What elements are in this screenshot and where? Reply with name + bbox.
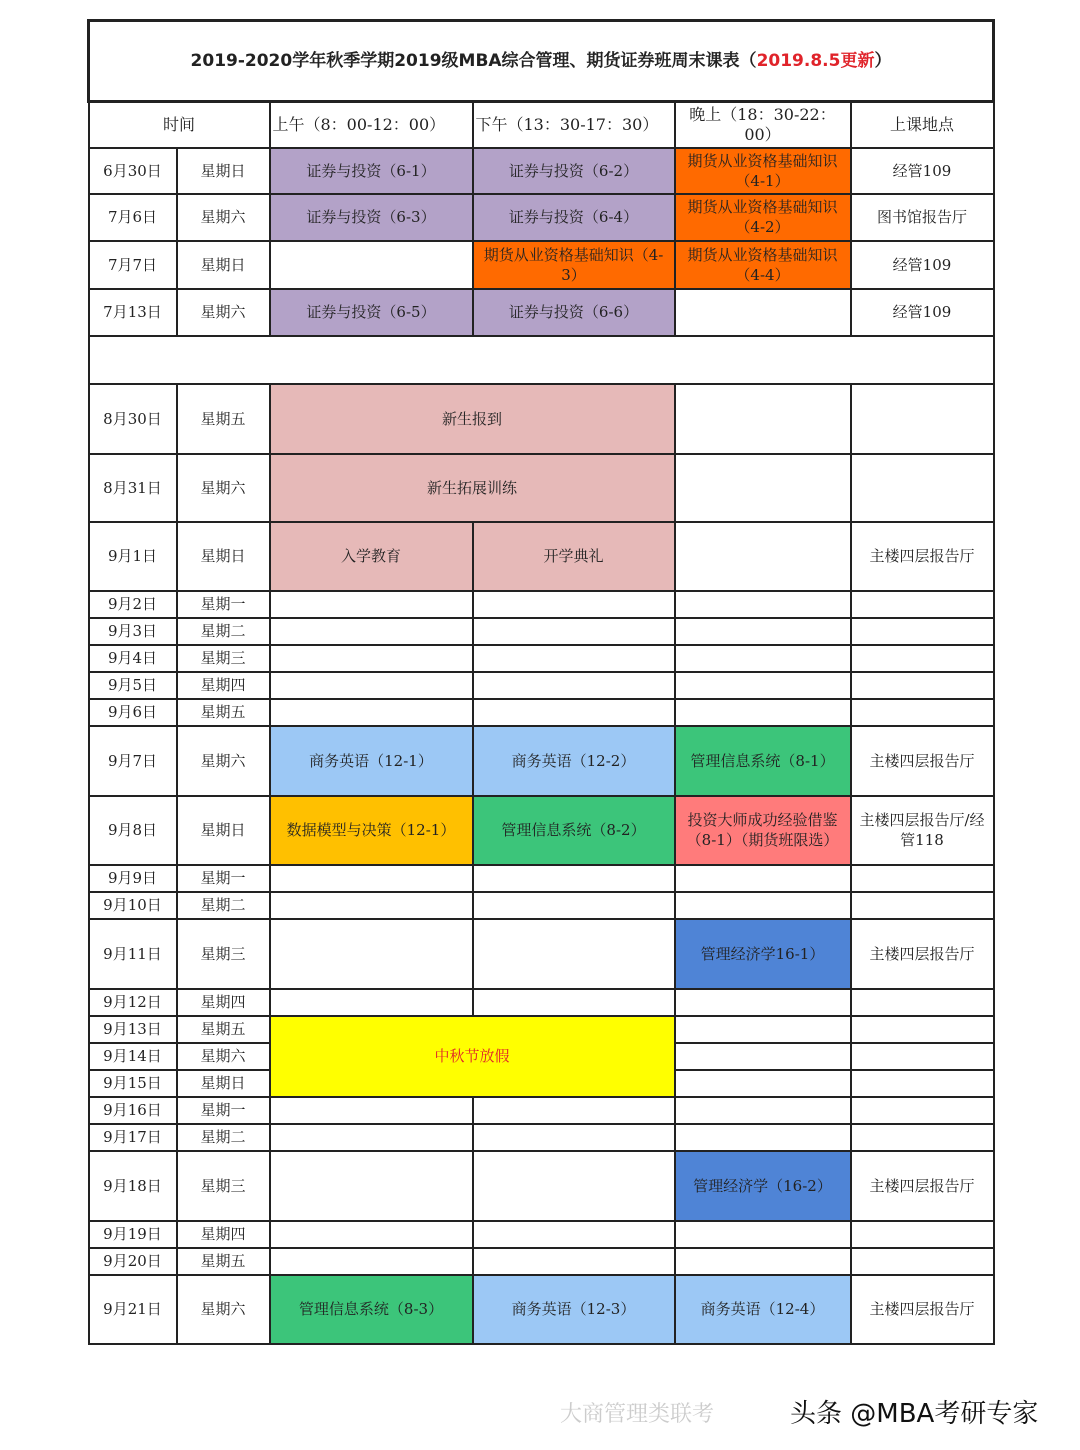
date-cell: 9月19日 xyxy=(89,1221,177,1248)
course-cell: 图书馆报告厅 xyxy=(851,194,994,241)
watermark: 头条 @MBA考研专家 xyxy=(790,1399,1039,1429)
header-evening: 晚上（18：30-22：00） xyxy=(675,102,851,148)
empty-cell xyxy=(473,1248,675,1275)
course-cell: 证券与投资（6-6） xyxy=(473,289,675,336)
empty-cell xyxy=(851,1097,994,1124)
course-cell: 商务英语（12-3） xyxy=(473,1275,675,1344)
course-cell: 期货从业资格基础知识（4-2） xyxy=(675,194,851,241)
table-row xyxy=(89,1221,994,1248)
empty-cell xyxy=(270,1151,473,1221)
weekday-cell: 星期四 xyxy=(177,989,270,1016)
empty-cell xyxy=(270,672,473,699)
table-row xyxy=(89,1275,994,1344)
date-cell: 9月12日 xyxy=(89,989,177,1016)
empty-cell xyxy=(270,1248,473,1275)
table-row xyxy=(89,591,994,618)
empty-cell xyxy=(675,1221,851,1248)
empty-cell xyxy=(270,1097,473,1124)
date-cell: 9月9日 xyxy=(89,865,177,892)
course-cell: 经管109 xyxy=(851,148,994,194)
blank-row xyxy=(89,336,994,384)
table-row xyxy=(89,522,994,591)
empty-cell xyxy=(473,1097,675,1124)
empty-cell xyxy=(270,1221,473,1248)
date-cell: 9月1日 xyxy=(89,522,177,591)
table-row xyxy=(89,796,994,865)
empty-cell xyxy=(473,1221,675,1248)
separator-cell xyxy=(89,336,994,384)
table-row xyxy=(89,672,994,699)
course-cell: 数据模型与决策（12-1） xyxy=(270,796,473,865)
table-row xyxy=(89,618,994,645)
empty-cell xyxy=(270,241,473,289)
table-row xyxy=(89,645,994,672)
weekday-cell: 星期二 xyxy=(177,618,270,645)
course-cell: 证券与投资（6-4） xyxy=(473,194,675,241)
empty-cell xyxy=(675,454,851,522)
course-cell: 入学教育 xyxy=(270,522,473,591)
course-cell: 投资大师成功经验借鉴（8-1）（期货班限选） xyxy=(675,796,851,865)
course-cell: 主楼四层报告厅 xyxy=(851,522,994,591)
weekday-cell: 星期五 xyxy=(177,1016,270,1043)
weekday-cell: 星期日 xyxy=(177,522,270,591)
weekday-cell: 星期六 xyxy=(177,289,270,336)
date-cell: 7月6日 xyxy=(89,194,177,241)
weekday-cell: 星期日 xyxy=(177,148,270,194)
weekday-cell: 星期四 xyxy=(177,1221,270,1248)
course-cell: 开学典礼 xyxy=(473,522,675,591)
table-row xyxy=(89,989,994,1016)
table-row xyxy=(89,148,994,194)
empty-cell xyxy=(473,591,675,618)
date-cell: 7月7日 xyxy=(89,241,177,289)
table-row xyxy=(89,194,994,241)
faint-watermark: 大商管理类联考 xyxy=(560,1402,715,1427)
course-cell: 主楼四层报告厅 xyxy=(851,919,994,989)
weekday-cell: 星期六 xyxy=(177,454,270,522)
empty-cell xyxy=(473,1124,675,1151)
date-cell: 9月11日 xyxy=(89,919,177,989)
empty-cell xyxy=(270,919,473,989)
weekday-cell: 星期三 xyxy=(177,919,270,989)
table-row xyxy=(89,1248,994,1275)
date-cell: 9月5日 xyxy=(89,672,177,699)
empty-cell xyxy=(675,892,851,919)
date-cell: 9月8日 xyxy=(89,796,177,865)
course-cell: 管理经济学（16-2） xyxy=(675,1151,851,1221)
course-cell: 经管109 xyxy=(851,241,994,289)
empty-cell xyxy=(270,1124,473,1151)
empty-cell xyxy=(473,672,675,699)
header-location: 上课地点 xyxy=(851,102,994,148)
course-cell: 商务英语（12-1） xyxy=(270,726,473,796)
table-row xyxy=(89,454,994,522)
weekday-cell: 星期三 xyxy=(177,1151,270,1221)
course-cell: 主楼四层报告厅 xyxy=(851,726,994,796)
table-row xyxy=(89,289,994,336)
course-cell: 证券与投资（6-2） xyxy=(473,148,675,194)
course-cell: 证券与投资（6-1） xyxy=(270,148,473,194)
empty-cell xyxy=(851,699,994,726)
empty-cell xyxy=(270,892,473,919)
date-cell: 9月21日 xyxy=(89,1275,177,1344)
weekday-cell: 星期六 xyxy=(177,1043,270,1070)
empty-cell xyxy=(851,892,994,919)
empty-cell xyxy=(270,989,473,1016)
date-cell: 9月18日 xyxy=(89,1151,177,1221)
table-row xyxy=(89,1016,994,1043)
empty-cell xyxy=(675,1043,851,1070)
date-cell: 9月13日 xyxy=(89,1016,177,1043)
empty-cell xyxy=(270,645,473,672)
table-row xyxy=(89,384,994,454)
header-row xyxy=(89,102,994,148)
date-cell: 8月30日 xyxy=(89,384,177,454)
empty-cell xyxy=(851,1248,994,1275)
empty-cell xyxy=(675,645,851,672)
header-time: 时间 xyxy=(89,102,270,148)
empty-cell xyxy=(675,1097,851,1124)
date-cell: 9月7日 xyxy=(89,726,177,796)
table-row xyxy=(89,865,994,892)
empty-cell xyxy=(675,289,851,336)
table-row xyxy=(89,726,994,796)
empty-cell xyxy=(675,384,851,454)
empty-cell xyxy=(270,699,473,726)
course-cell: 管理信息系统（8-2） xyxy=(473,796,675,865)
date-cell: 9月17日 xyxy=(89,1124,177,1151)
empty-cell xyxy=(851,1221,994,1248)
empty-cell xyxy=(851,1043,994,1070)
course-cell: 商务英语（12-2） xyxy=(473,726,675,796)
date-cell: 9月14日 xyxy=(89,1043,177,1070)
course-cell: 新生报到 xyxy=(270,384,675,454)
empty-cell xyxy=(675,699,851,726)
empty-cell xyxy=(851,384,994,454)
update-date: 2019.8.5更新 xyxy=(756,51,875,71)
weekday-cell: 星期日 xyxy=(177,1070,270,1097)
table-row xyxy=(89,1124,994,1151)
empty-cell xyxy=(473,892,675,919)
schedule-title: 2019-2020学年秋季学期2019级MBA综合管理、期货证券班周末课表（2019.8.5更新） xyxy=(89,21,994,102)
empty-cell xyxy=(851,645,994,672)
empty-cell xyxy=(675,989,851,1016)
empty-cell xyxy=(675,865,851,892)
empty-cell xyxy=(851,454,994,522)
course-cell: 商务英语（12-4） xyxy=(675,1275,851,1344)
empty-cell xyxy=(270,865,473,892)
weekday-cell: 星期五 xyxy=(177,1248,270,1275)
weekday-cell: 星期二 xyxy=(177,1124,270,1151)
empty-cell xyxy=(675,1248,851,1275)
empty-cell xyxy=(851,865,994,892)
empty-cell xyxy=(270,591,473,618)
table-row xyxy=(89,1151,994,1221)
weekday-cell: 星期五 xyxy=(177,699,270,726)
weekday-cell: 星期日 xyxy=(177,241,270,289)
empty-cell xyxy=(473,645,675,672)
empty-cell xyxy=(473,865,675,892)
empty-cell xyxy=(473,919,675,989)
course-cell: 期货从业资格基础知识（4-1） xyxy=(675,148,851,194)
course-cell: 中秋节放假 xyxy=(270,1016,675,1097)
empty-cell xyxy=(675,522,851,591)
empty-cell xyxy=(675,1124,851,1151)
course-cell: 证券与投资（6-3） xyxy=(270,194,473,241)
date-cell: 9月4日 xyxy=(89,645,177,672)
date-cell: 9月2日 xyxy=(89,591,177,618)
weekday-cell: 星期六 xyxy=(177,726,270,796)
course-cell: 管理信息系统（8-1） xyxy=(675,726,851,796)
weekday-cell: 星期六 xyxy=(177,194,270,241)
empty-cell xyxy=(473,989,675,1016)
table-row xyxy=(89,919,994,989)
empty-cell xyxy=(473,1151,675,1221)
empty-cell xyxy=(675,591,851,618)
course-cell: 证券与投资（6-5） xyxy=(270,289,473,336)
course-cell: 期货从业资格基础知识（4-4） xyxy=(675,241,851,289)
weekday-cell: 星期一 xyxy=(177,865,270,892)
empty-cell xyxy=(270,618,473,645)
empty-cell xyxy=(851,672,994,699)
weekday-cell: 星期日 xyxy=(177,796,270,865)
empty-cell xyxy=(473,699,675,726)
course-cell: 主楼四层报告厅/经管118 xyxy=(851,796,994,865)
course-cell: 期货从业资格基础知识（4-3） xyxy=(473,241,675,289)
table-row xyxy=(89,892,994,919)
table-row xyxy=(89,241,994,289)
table-row xyxy=(89,699,994,726)
empty-cell xyxy=(851,989,994,1016)
weekday-cell: 星期五 xyxy=(177,384,270,454)
course-cell: 主楼四层报告厅 xyxy=(851,1275,994,1344)
date-cell: 6月30日 xyxy=(89,148,177,194)
date-cell: 9月10日 xyxy=(89,892,177,919)
empty-cell xyxy=(675,672,851,699)
empty-cell xyxy=(851,1124,994,1151)
empty-cell xyxy=(851,591,994,618)
weekday-cell: 星期六 xyxy=(177,1275,270,1344)
date-cell: 9月20日 xyxy=(89,1248,177,1275)
schedule-table xyxy=(87,19,995,1345)
course-cell: 主楼四层报告厅 xyxy=(851,1151,994,1221)
course-cell: 管理信息系统（8-3） xyxy=(270,1275,473,1344)
weekday-cell: 星期三 xyxy=(177,645,270,672)
weekday-cell: 星期一 xyxy=(177,591,270,618)
table-row xyxy=(89,1097,994,1124)
weekday-cell: 星期二 xyxy=(177,892,270,919)
empty-cell xyxy=(675,1070,851,1097)
weekday-cell: 星期四 xyxy=(177,672,270,699)
date-cell: 7月13日 xyxy=(89,289,177,336)
date-cell: 9月16日 xyxy=(89,1097,177,1124)
empty-cell xyxy=(675,1016,851,1043)
header-morning: 上午（8：00-12：00） xyxy=(270,102,473,148)
course-cell: 管理经济学16-1） xyxy=(675,919,851,989)
empty-cell xyxy=(851,618,994,645)
date-cell: 9月3日 xyxy=(89,618,177,645)
course-cell: 新生拓展训练 xyxy=(270,454,675,522)
empty-cell xyxy=(675,618,851,645)
date-cell: 9月6日 xyxy=(89,699,177,726)
date-cell: 9月15日 xyxy=(89,1070,177,1097)
empty-cell xyxy=(473,618,675,645)
date-cell: 8月31日 xyxy=(89,454,177,522)
weekday-cell: 星期一 xyxy=(177,1097,270,1124)
course-cell: 经管109 xyxy=(851,289,994,336)
header-afternoon: 下午（13：30-17：30） xyxy=(473,102,675,148)
empty-cell xyxy=(851,1070,994,1097)
empty-cell xyxy=(851,1016,994,1043)
